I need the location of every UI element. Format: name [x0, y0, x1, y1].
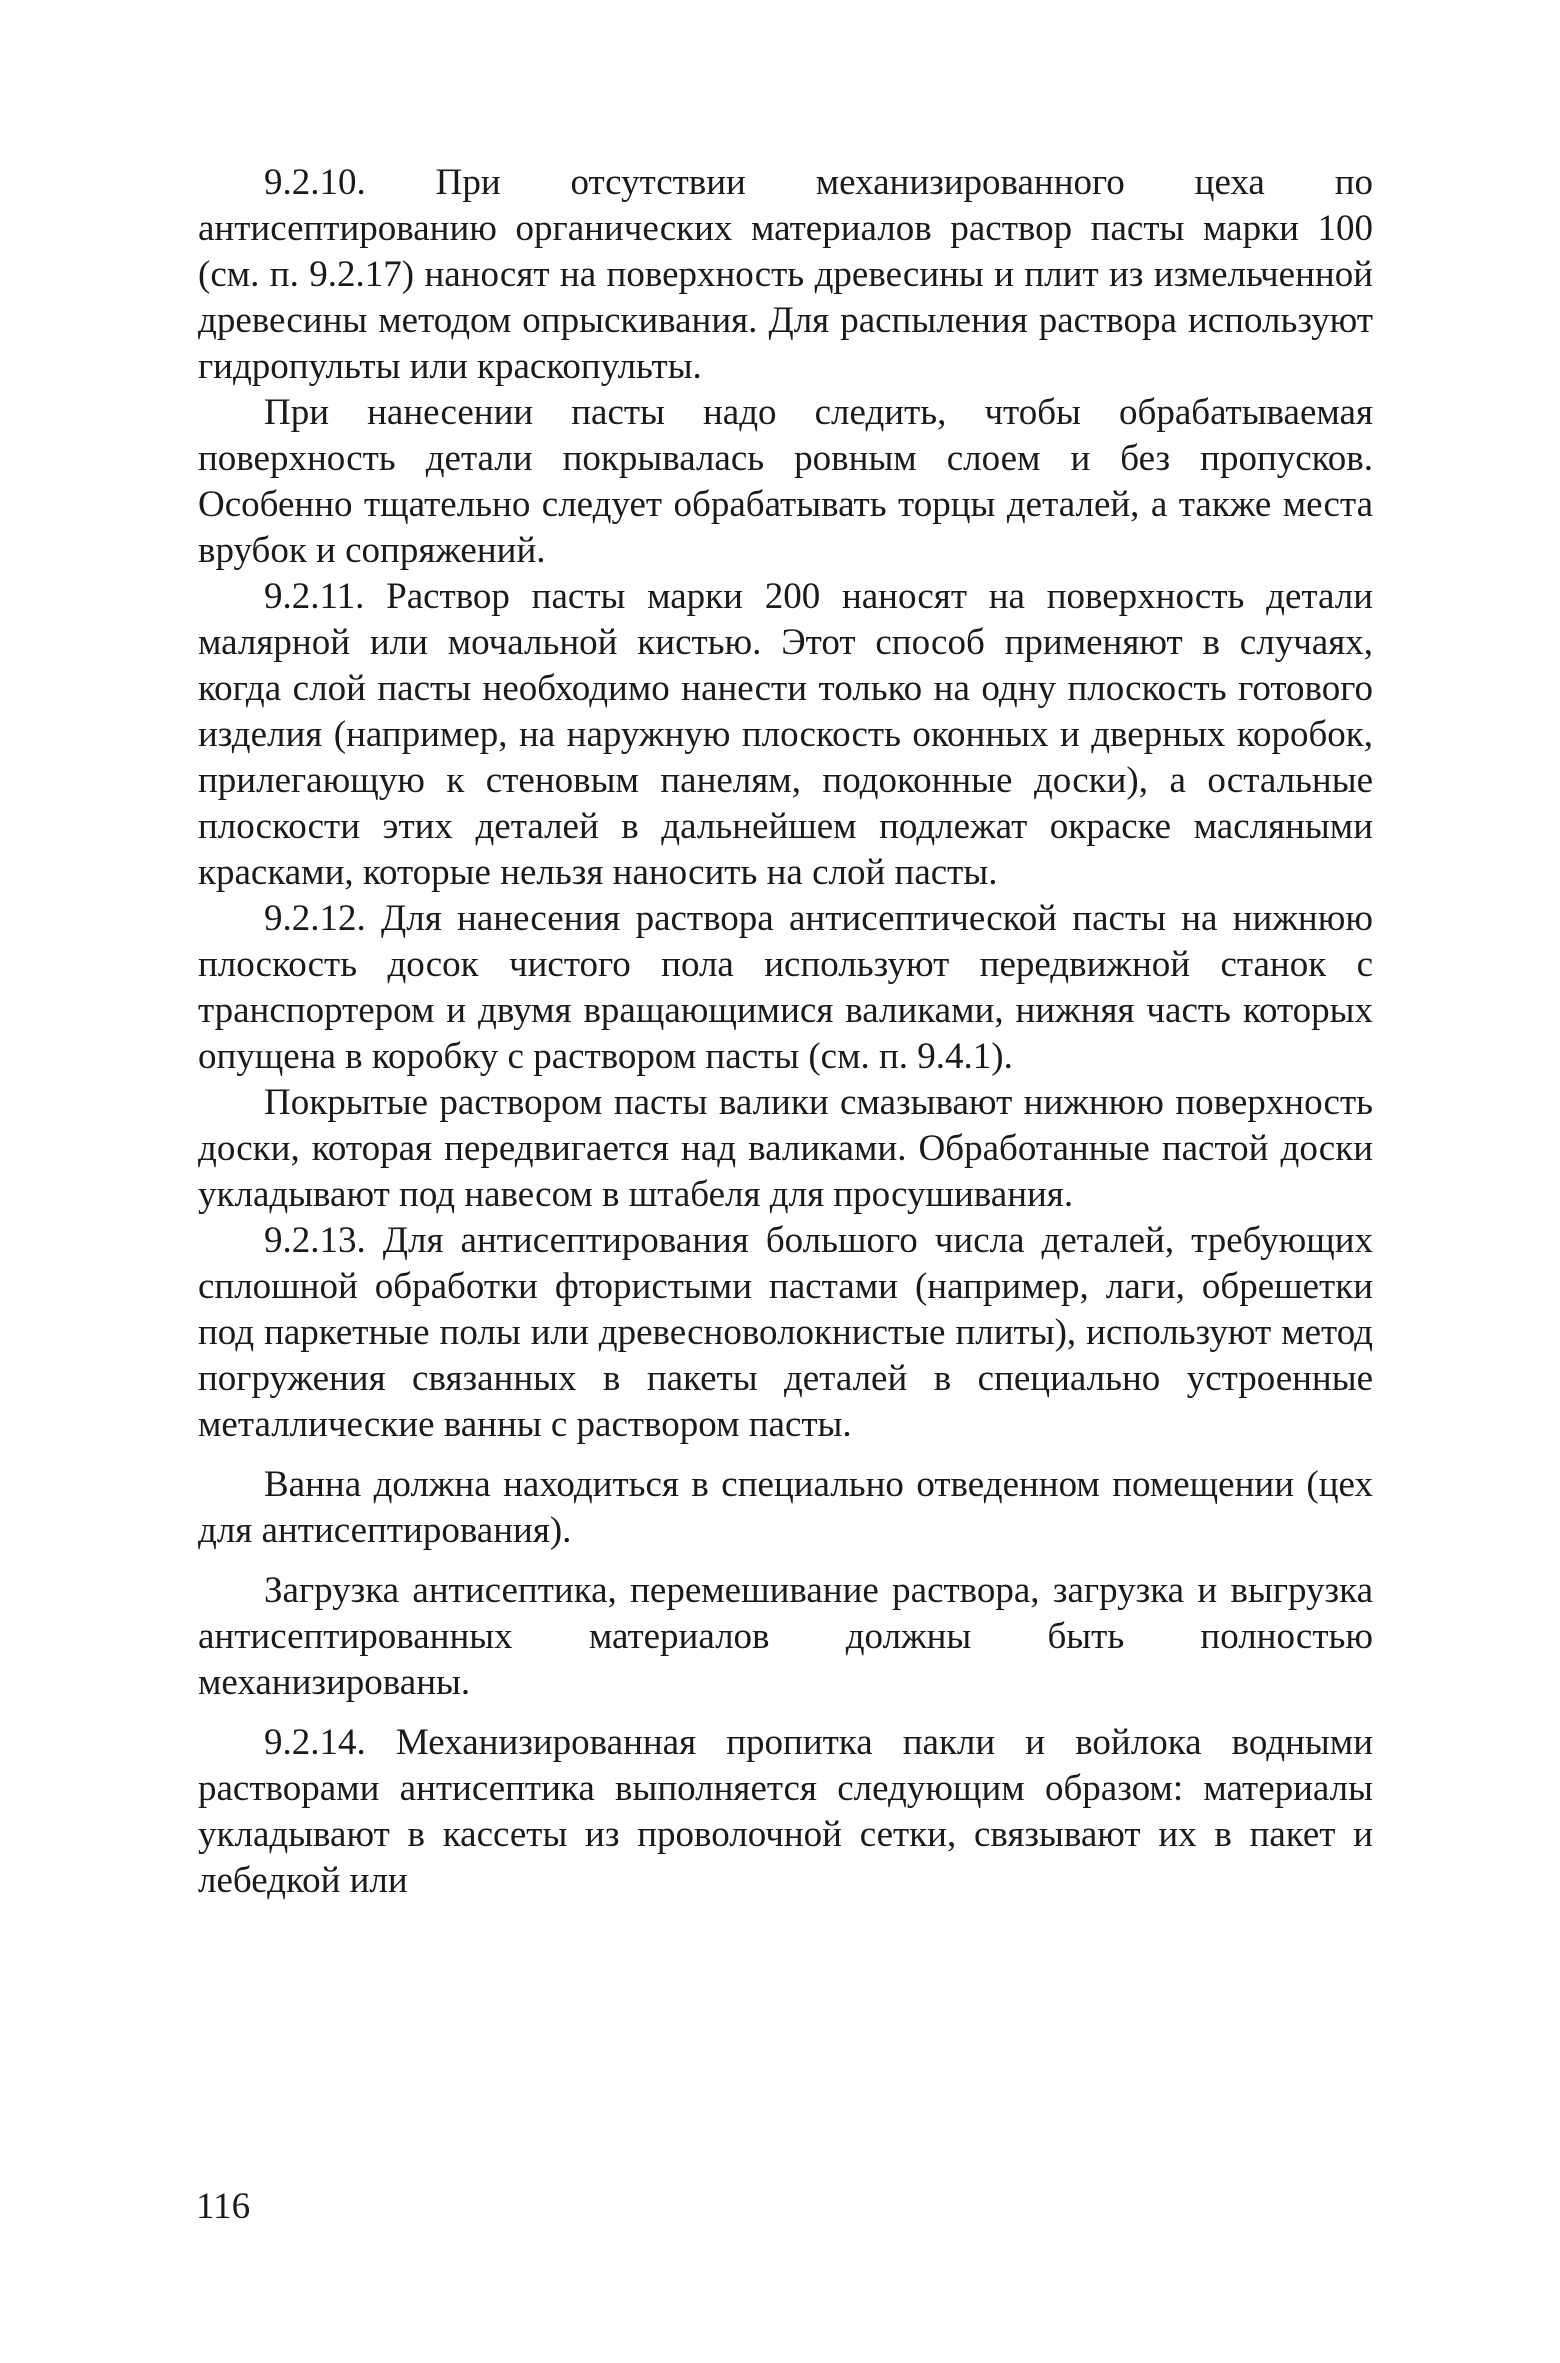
paragraph-9-2-10: 9.2.10. При отсутствии механизированного цеха по антисептированию органических материалов раствор пасты марки 100 (см. п. 9.2.17) наносят на поверхность древесины и плит из измельченной древесины методом опрыскивания. Для распыления раствора используют гидропульты или краскопульты.	[198, 162, 1373, 387]
page-body	[198, 160, 1373, 1904]
paragraph-continuation: При нанесении пасты надо следить, чтобы обрабатываемая поверхность детали покрывалась ровным слоем и без пропусков. Особенно тщательно следует обрабатывать торцы деталей, а также места врубок и сопряжений.	[198, 392, 1373, 571]
paragraph-9-2-12: 9.2.12. Для нанесения раствора антисептической пасты на нижнюю плоскость досок чистого пола используют передвижной станок с транспортером и двумя вращающимися валиками, нижняя часть которых опущена в коробку с раствором пасты (см. п. 9.4.1).	[198, 898, 1373, 1077]
page-number: 116	[196, 2186, 251, 2227]
paragraph-9-2-14: 9.2.14. Механизированная пропитка пакли и войлока водными растворами антисептика выполняется следующим образом: материалы укладывают в кассеты из проволочной сетки, связывают их в пакет и лебедкой или	[198, 1722, 1373, 1901]
paragraph-9-2-13: 9.2.13. Для антисептирования большого числа деталей, требующих сплошной обработки фтористыми пастами (например, лаги, обрешетки под паркетные полы или древесноволокнистые плиты), используют метод погружения связанных в пакеты деталей в специально устроенные металлические ванны с раствором пасты.	[198, 1220, 1373, 1445]
paragraph-continuation: Покрытые раствором пасты валики смазывают нижнюю поверхность доски, которая передвигается над валиками. Обработанные пастой доски укладывают под навесом в штабеля для просушивания.	[198, 1082, 1373, 1215]
paragraph-9-2-11: 9.2.11. Раствор пасты марки 200 наносят на поверхность детали малярной или мочальной кистью. Этот способ применяют в случаях, когда слой пасты необходимо нанести только на одну плоскость готового изделия (например, на наружную плоскость оконных и дверных коробок, прилегающую к стеновым панелям, подоконные доски), а остальные плоскости этих деталей в дальнейшем подлежат окраске масляными красками, которые нельзя наносить на слой пасты.	[198, 576, 1373, 893]
paragraph-continuation: Ванна должна находиться в специально отведенном помещении (цех для антисептирования).	[198, 1464, 1373, 1551]
paragraph-continuation: Загрузка антисептика, перемешивание раствора, загрузка и выгрузка антисептированных материалов должны быть полностью механизированы.	[198, 1570, 1373, 1703]
